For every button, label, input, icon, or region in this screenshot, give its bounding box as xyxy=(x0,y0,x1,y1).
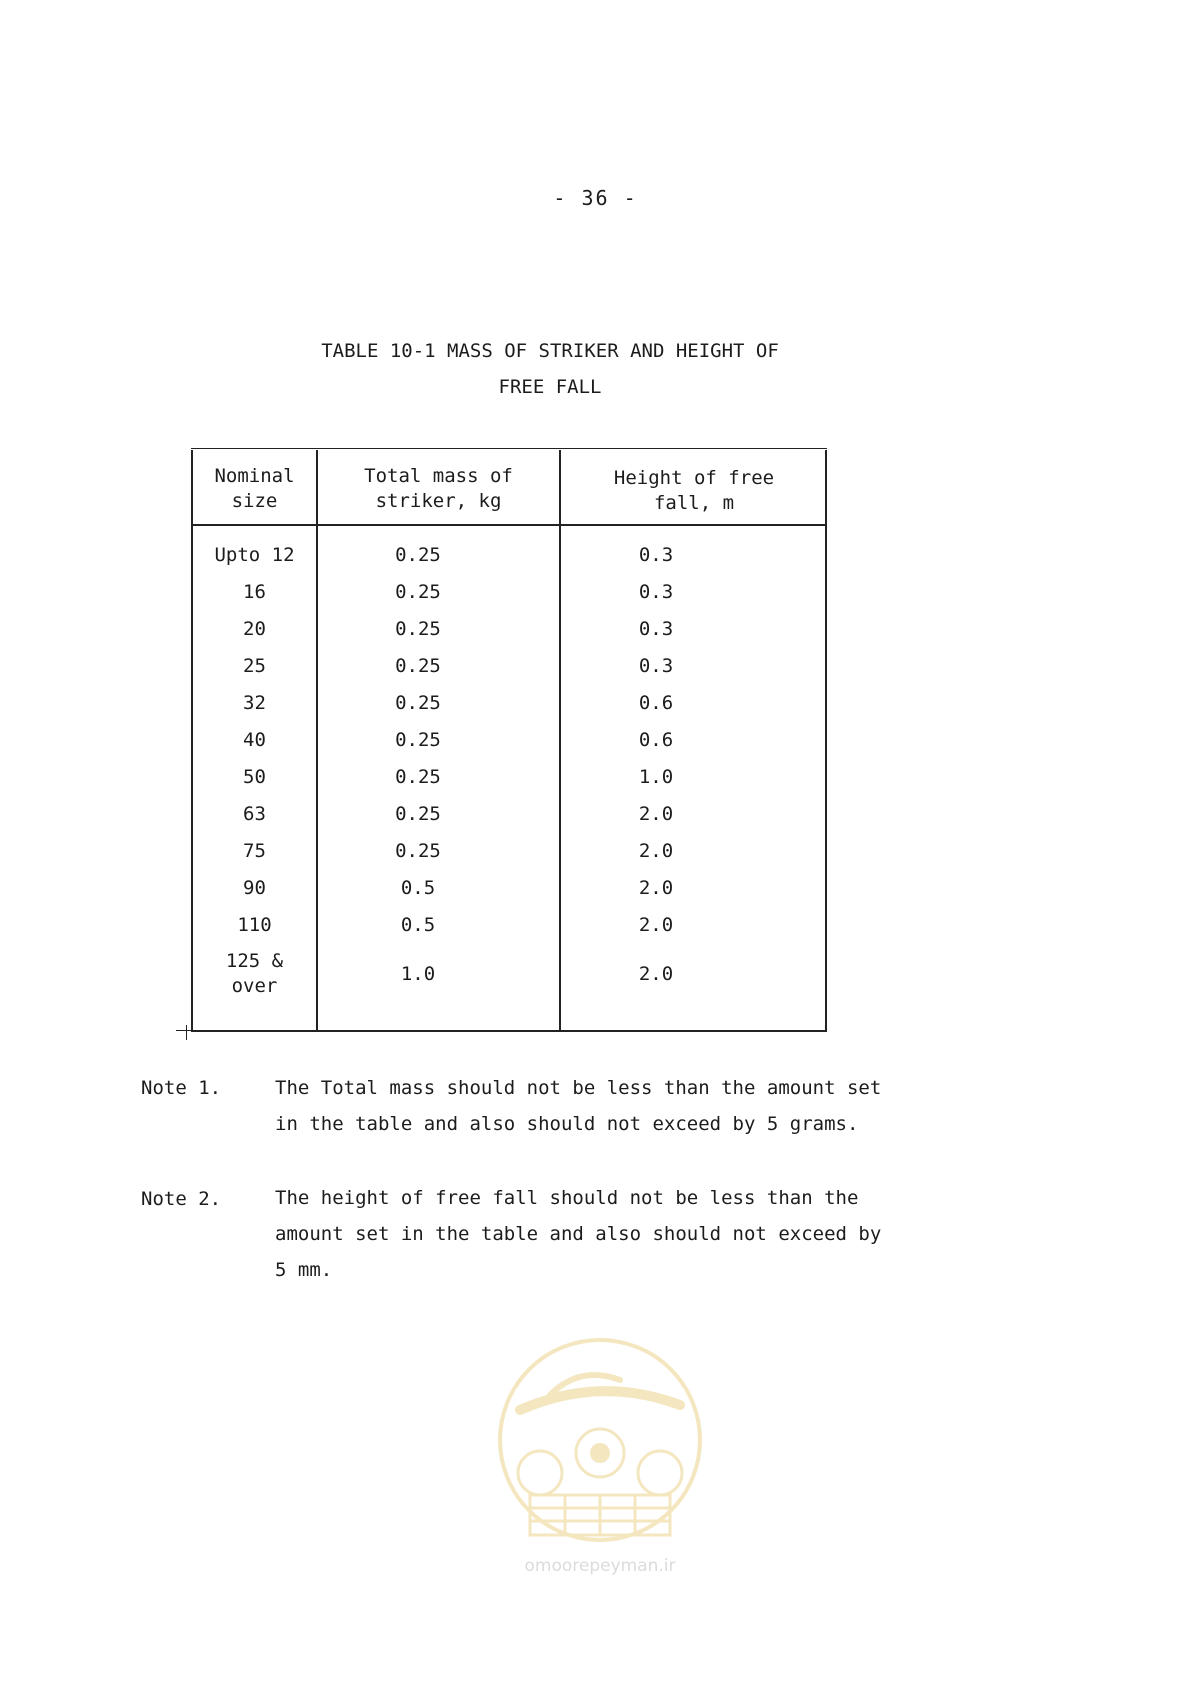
cell-size: 90 xyxy=(243,877,266,899)
cell-height: 0.6 xyxy=(638,729,674,751)
cell-height: 2.0 xyxy=(638,963,674,985)
table-title-line2: FREE FALL xyxy=(498,376,602,398)
note-2-label: Note 2. xyxy=(141,1188,222,1210)
cell-size: 16 xyxy=(243,581,266,603)
cell-height: 2.0 xyxy=(638,803,674,825)
cell-height: 1.0 xyxy=(638,766,674,788)
cell-size: 63 xyxy=(243,803,266,825)
cell-height: 0.6 xyxy=(638,692,674,714)
cell-mass: 0.5 xyxy=(400,877,436,899)
table-title-line1: TABLE 10-1 MASS OF STRIKER AND HEIGHT OF xyxy=(321,340,779,362)
table-row xyxy=(193,655,825,692)
cell-mass: 0.5 xyxy=(400,914,436,936)
cell-size xyxy=(193,949,316,999)
table-row xyxy=(193,692,825,729)
cell-size: 40 xyxy=(243,729,266,751)
table-row xyxy=(193,618,825,655)
cell-height: 2.0 xyxy=(638,914,674,936)
table-row xyxy=(193,729,825,766)
cell-mass: 0.25 xyxy=(395,618,441,640)
cell-height: 0.3 xyxy=(638,581,674,603)
header-text: Total mass of xyxy=(364,465,513,487)
cell-mass: 0.25 xyxy=(395,803,441,825)
cell-size-line: over xyxy=(231,975,278,997)
watermark-logo xyxy=(490,1335,710,1595)
table-row xyxy=(193,544,825,581)
header-text: Nominal xyxy=(214,465,295,487)
watermark-url: omoorepeyman.ir xyxy=(524,1556,676,1576)
header-total-mass xyxy=(318,464,559,514)
cell-mass: 0.25 xyxy=(395,840,441,862)
cell-size: 25 xyxy=(243,655,266,677)
table-top-rule xyxy=(191,448,827,449)
table-row xyxy=(193,766,825,803)
note-line: The Total mass should not be less than the amount set xyxy=(275,1077,882,1099)
note-1-text xyxy=(275,1070,935,1142)
table-body xyxy=(193,544,825,1011)
table-row xyxy=(193,840,825,877)
note-line: The height of free fall should not be less than the xyxy=(275,1187,859,1209)
note-line: in the table and also should not exceed by 5 grams. xyxy=(275,1113,859,1135)
note-line: 5 mm. xyxy=(275,1259,333,1281)
cell-mass: 0.25 xyxy=(395,692,441,714)
cell-size-line: 125 & xyxy=(225,950,284,972)
cell-mass: 0.25 xyxy=(395,729,441,751)
note-line: amount set in the table and also should not exceed by xyxy=(275,1223,882,1245)
table-row xyxy=(193,951,825,1011)
cell-size: 75 xyxy=(243,840,266,862)
cell-mass: 1.0 xyxy=(400,963,436,985)
cell-size: Upto 12 xyxy=(214,544,295,566)
table-row xyxy=(193,803,825,840)
table-corner-tick xyxy=(186,1025,187,1040)
cell-height: 0.3 xyxy=(638,618,674,640)
cell-size: 20 xyxy=(243,618,266,640)
cell-mass: 0.25 xyxy=(395,766,441,788)
cell-height: 0.3 xyxy=(638,655,674,677)
cell-height: 2.0 xyxy=(638,877,674,899)
header-text: size xyxy=(231,490,278,512)
cell-size: 50 xyxy=(243,766,266,788)
data-table xyxy=(191,450,827,1032)
table-row xyxy=(193,581,825,618)
note-1-label: Note 1. xyxy=(141,1077,222,1099)
cell-mass: 0.25 xyxy=(395,655,441,677)
cell-height: 0.3 xyxy=(638,544,674,566)
seal-icon xyxy=(490,1335,710,1550)
note-2-text xyxy=(275,1180,935,1288)
page-number: - 36 - xyxy=(553,186,638,210)
header-text: fall, m xyxy=(653,492,735,514)
cell-height: 2.0 xyxy=(638,840,674,862)
cell-mass: 0.25 xyxy=(395,581,441,603)
header-height-of-free-fall xyxy=(561,466,827,516)
table-row xyxy=(193,914,825,951)
table-corner-tick xyxy=(176,1030,192,1031)
header-rule xyxy=(193,524,825,526)
cell-mass: 0.25 xyxy=(395,544,441,566)
header-text: Height of free xyxy=(613,467,775,489)
cell-size: 32 xyxy=(243,692,266,714)
cell-size: 110 xyxy=(237,914,272,936)
header-text: striker, kg xyxy=(375,490,502,512)
header-nominal-size xyxy=(193,464,316,514)
table-row xyxy=(193,877,825,914)
